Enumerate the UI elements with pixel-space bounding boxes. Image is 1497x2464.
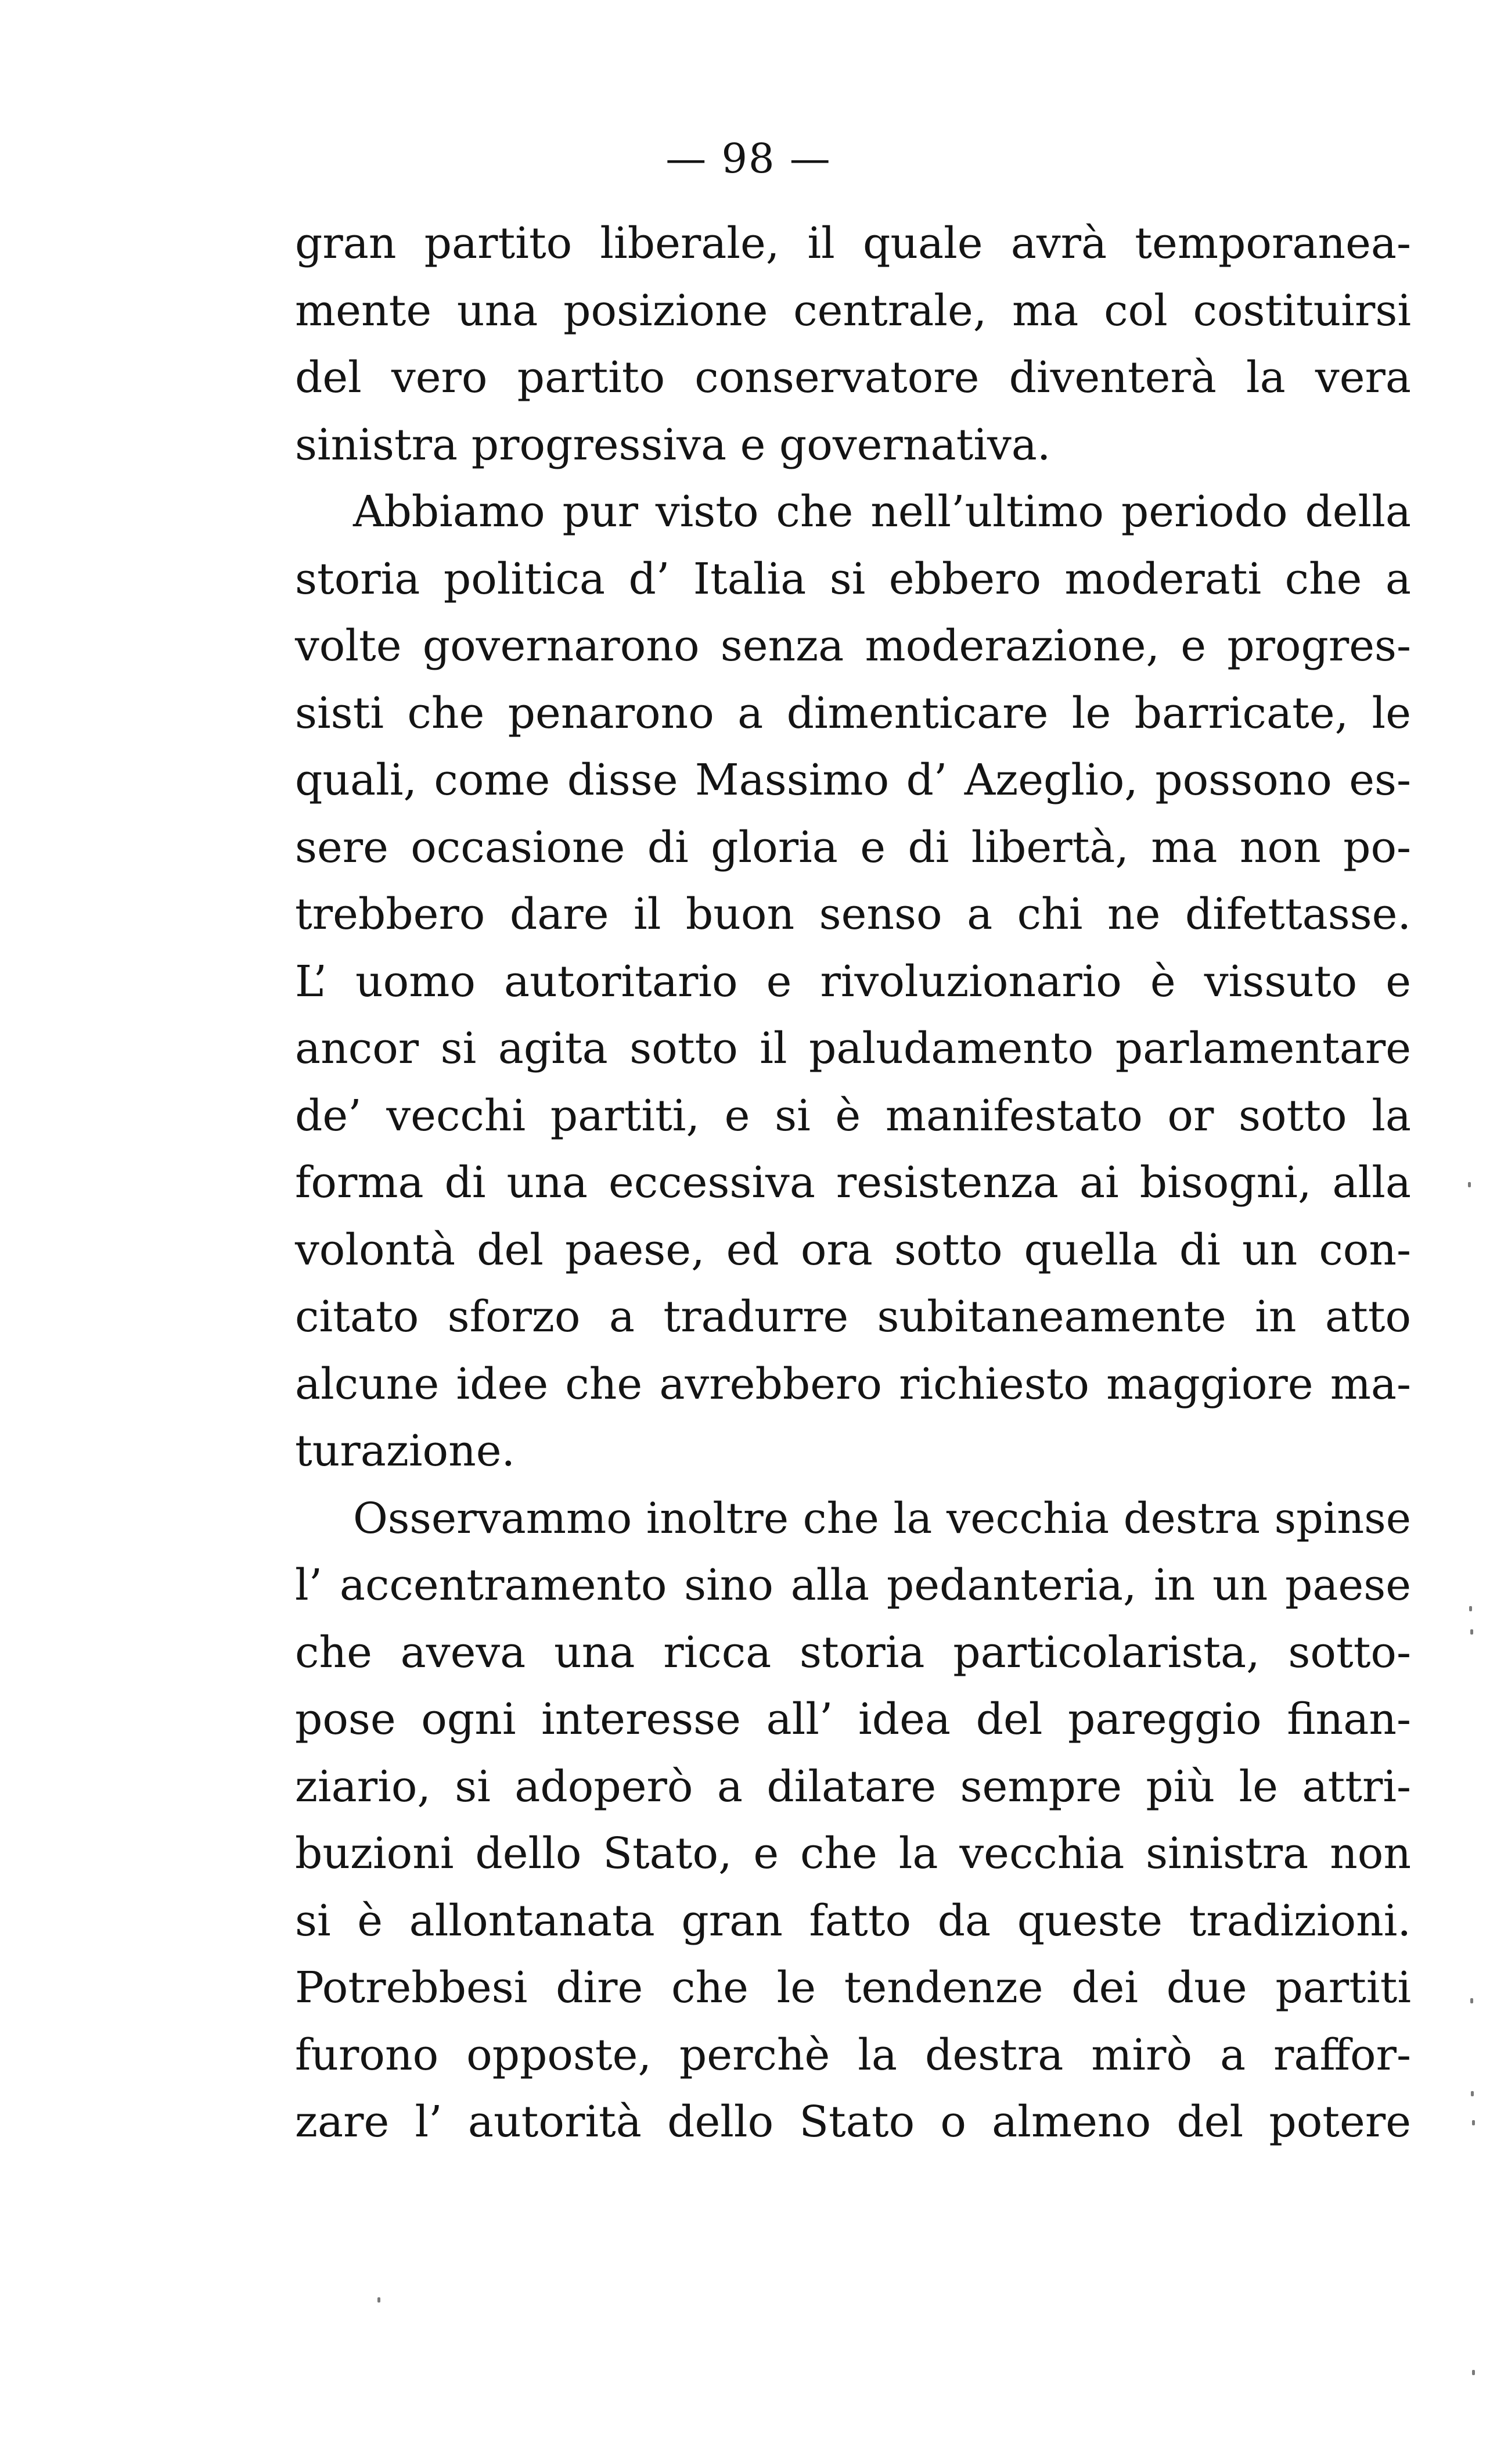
text-line: sere occasione di gloria e di libertà, ma non po- xyxy=(295,822,1411,872)
text-line: quali, come disse Massimo d’ Azeglio, possono es- xyxy=(295,755,1411,805)
body-text xyxy=(295,210,1411,2156)
text-line: citato sforzo a tradurre subitaneamente in atto xyxy=(295,1292,1411,1342)
text-line: storia politica d’ Italia si ebbero moderati che a xyxy=(295,554,1411,604)
text-line: forma di una eccessiva resistenza ai bisogni, alla xyxy=(295,1158,1411,1208)
paragraph-start-line: Osservammo inoltre che la vecchia destra spinse xyxy=(353,1493,1411,1543)
text-line: ziario, si adoperò a dilatare sempre più le attri- xyxy=(295,1761,1411,1812)
paragraph-start-line: Abbiamo pur visto che nell’ultimo periodo della xyxy=(353,487,1411,537)
text-line: alcune idee che avrebbero richiesto maggiore ma- xyxy=(295,1359,1411,1409)
text-line: pose ogni interesse all’ idea del pareggio finan- xyxy=(295,1694,1411,1744)
text-line: L’ uomo autoritario e rivoluzionario è vissuto e xyxy=(295,956,1411,1007)
scan-speck xyxy=(1470,1998,1473,2003)
scan-speck xyxy=(1471,2091,1474,2096)
text-line: si è allontanata gran fatto da queste tradizioni. xyxy=(295,1895,1411,1946)
page-number: — 98 — xyxy=(665,135,832,182)
scan-speck xyxy=(1472,2370,1475,2375)
text-line: ancor si agita sotto il paludamento parlamentare xyxy=(295,1023,1411,1073)
text-line: che aveva una ricca storia particolarista, sotto- xyxy=(295,1627,1411,1678)
text-line: turazione. xyxy=(295,1426,516,1476)
scan-speck xyxy=(1468,1182,1471,1187)
text-line: zare l’ autorità dello Stato o almeno del potere xyxy=(295,2097,1411,2147)
text-line: furono opposte, perchè la destra mirò a raffor- xyxy=(295,2030,1411,2080)
text-line: gran partito liberale, il quale avrà temporanea- xyxy=(295,218,1411,268)
text-line: del vero partito conservatore diventerà la vera xyxy=(295,353,1411,403)
text-line: trebbero dare il buon senso a chi ne difettasse. xyxy=(295,889,1411,939)
text-line: volontà del paese, ed ora sotto quella di un con- xyxy=(295,1224,1411,1275)
text-line: mente una posizione centrale, ma col costituirsi xyxy=(295,285,1411,336)
text-line: sinistra progressiva e governativa. xyxy=(295,419,1051,470)
text-line: buzioni dello Stato, e che la vecchia sinistra non xyxy=(295,1829,1411,1878)
text-line: l’ accentramento sino alla pedanteria, in un paese xyxy=(295,1560,1411,1610)
text-line: Potrebbesi dire che le tendenze dei due partiti xyxy=(295,1963,1411,2013)
scan-speck xyxy=(1469,1606,1472,1611)
text-line: sisti che penarono a dimenticare le barricate, le xyxy=(295,688,1411,738)
text-line: de’ vecchi partiti, e si è manifestato or sotto la xyxy=(295,1090,1411,1141)
scan-speck xyxy=(1472,2120,1475,2125)
scan-speck xyxy=(1470,1629,1473,1635)
text-line: volte governarono senza moderazione, e progres- xyxy=(295,621,1411,671)
scan-speck xyxy=(377,2297,380,2303)
